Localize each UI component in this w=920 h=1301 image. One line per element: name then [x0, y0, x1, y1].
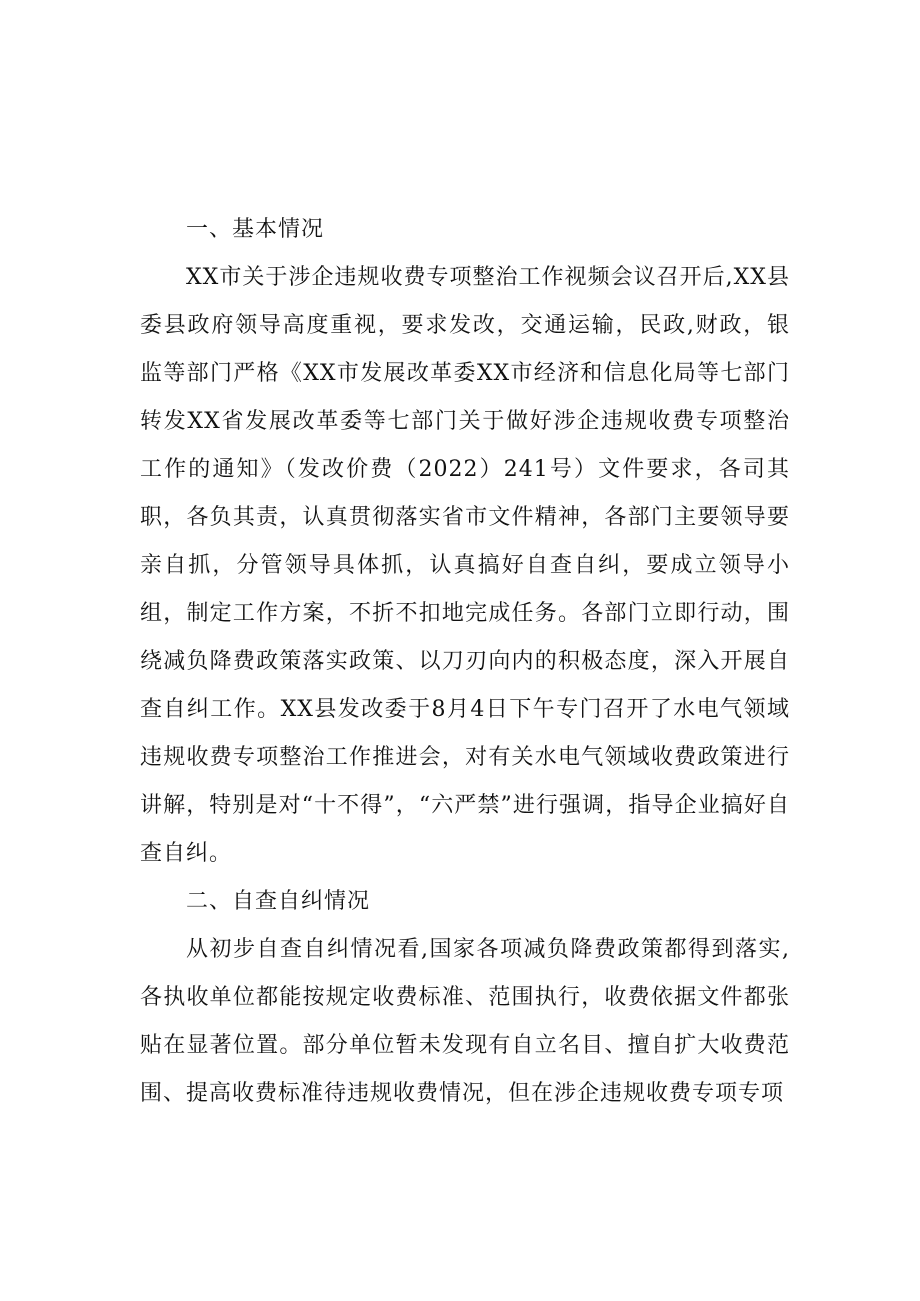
document-body: [140, 206, 790, 1118]
section-paragraph-self-inspection: 从初步自查自纠情况看,国家各项减负降费政策都得到落实,各执收单位都能按规定收费标准、范围执行，收费依据文件都张贴在显著位置。部分单位暂未发现有自立名目、擅自扩大收费范围、提高收费标准待违规收费情况，但在涉企违规收费专项专项: [140, 937, 790, 1106]
section-heading-self-inspection: 二、自查自纠情况: [186, 889, 371, 914]
section-heading-basic-situation: 一、基本情况: [186, 217, 325, 242]
section-paragraph-basic-situation: XX市关于涉企违规收费专项整治工作视频会议召开后,XX县委县政府领导高度重视，要求发改，交通运输，民政,财政，银监等部门严格《XX市发展改革委XX市经济和信息化局等七部门转发XX省发展改革委等七部门关于做好涉企违规收费专项整治工作的通知》（发改价费（2022）241号）文件要求，各司其职，各负其责，认真贯彻落实省市文件精神，各部门主要领导要亲自抓，分管领导具体抓，认真搞好自查自纠，要成立领导小组，制定工作方案，不折不扣地完成任务。各部门立即行动，围绕减负降费政策落实政策、以刀刃向内的积极态度，深入开展自查自纠工作。XX县发改委于8月4日下午专门召开了水电气领域违规收费专项整治工作推进会，对有关水电气领域收费政策进行讲解，特别是对“十不得”，“六严禁”进行强调，指导企业搞好自查自纠。: [140, 265, 790, 866]
